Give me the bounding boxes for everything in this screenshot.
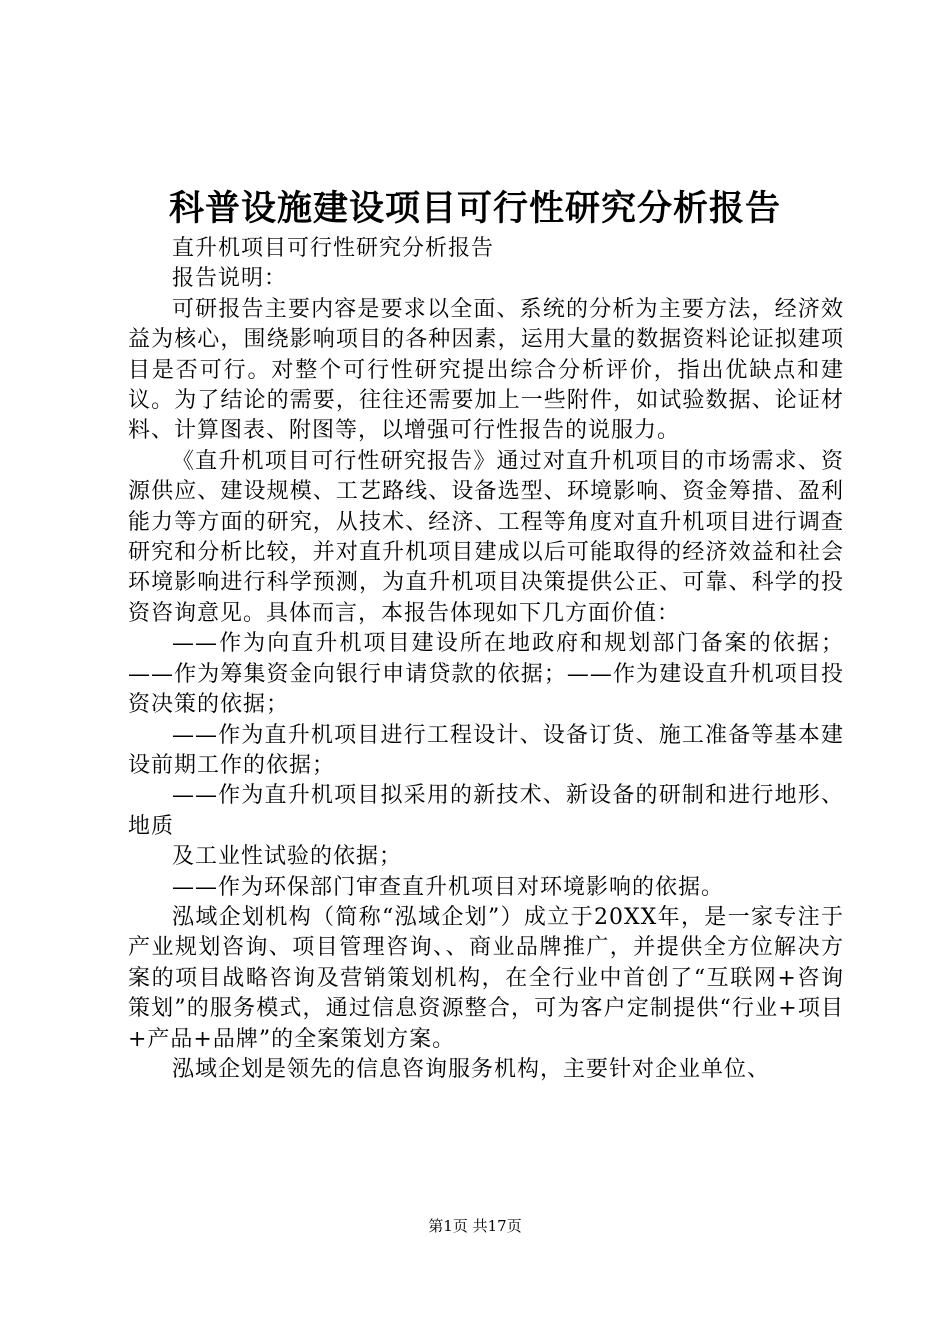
body-paragraph: 及工业性试验的依据；: [172, 844, 403, 870]
page-footer: [0, 1216, 950, 1236]
body-paragraph: ——作为环保部门审查直升机项目对环境影响的依据。: [172, 874, 725, 900]
body-paragraph: 泓域企划机构（简称“泓域企划”）成立于20XX年，是一家专注于产业规划咨询、项目管理咨询、、商业品牌推广，并提供全方位解决方案的项目战略咨询及营销策划机构，在全行业中首创了“互联网+咨询策划”的服务模式，通过信息资源整合，可为客户定制提供“行业+项目+产品+品牌”的全案策划方案。: [128, 904, 844, 1052]
document-body: [128, 234, 844, 1085]
page-total: 共17页: [472, 1217, 522, 1235]
body-paragraph: 泓域企划是领先的信息咨询服务机构，主要针对企业单位、: [172, 1056, 771, 1082]
page-number: 第1页: [428, 1217, 468, 1235]
report-note-heading: 报告说明：: [172, 266, 288, 292]
body-paragraph: 《直升机项目可行性研究报告》通过对直升机项目的市场需求、资源供应、建设规模、工艺路线、设备选型、环境影响、资金筹措、盈利能力等方面的研究，从技术、经济、工程等角度对直升机项目进行调查研究和分析比较，并对直升机项目建成以后可能取得的经济效益和社会环境影响进行科学预测，为直升机项目决策提供公正、可靠、科学的投资咨询意见。具体而言，本报告体现如下几方面价值：: [128, 448, 844, 626]
body-paragraph: ——作为向直升机项目建设所在地政府和规划部门备案的依据；——作为筹集资金向银行申请贷款的依据；——作为建设直升机项目投资决策的依据；: [128, 631, 844, 718]
body-paragraph: 可研报告主要内容是要求以全面、系统的分析为主要方法，经济效益为核心，围绕影响项目的各种因素，运用大量的数据资料论证拟建项目是否可行。对整个可行性研究提出综合分析评价，指出优缺点和建议。为了结论的需要，往往还需要加上一些附件，如试验数据、论证材料、计算图表、附图等，以增强可行性报告的说服力。: [128, 296, 844, 444]
subtitle-paragraph: 直升机项目可行性研究分析报告: [172, 236, 495, 261]
document-title: 科普设施建设项目可行性研究分析报告: [168, 188, 781, 229]
body-paragraph: ——作为直升机项目拟采用的新技术、新设备的研制和进行地形、地质: [128, 783, 844, 839]
body-paragraph: ——作为直升机项目进行工程设计、设备订货、施工准备等基本建设前期工作的依据；: [128, 722, 844, 778]
